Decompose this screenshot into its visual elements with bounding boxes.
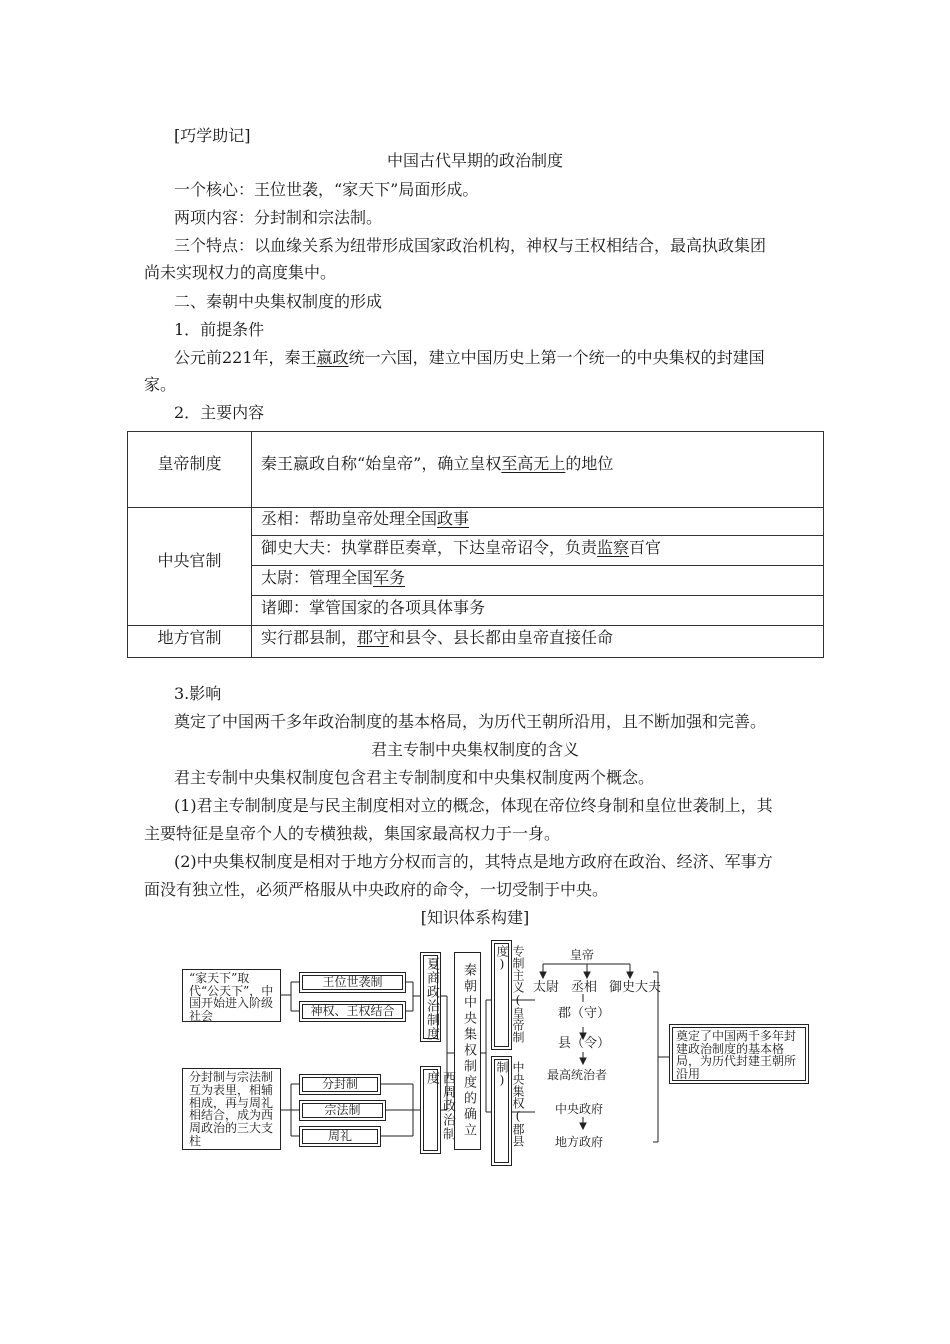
definition-para: 面没有独立性，必须严格服从中央政府的命令，一切受制于中央。: [144, 880, 609, 899]
chengxiang-label: 丞相: [571, 980, 598, 995]
table-divider: [128, 507, 823, 508]
autocracy-box: [491, 940, 525, 1050]
item-label: 宗法制: [324, 1103, 361, 1117]
box-title: 君主专制中央集权制度的含义: [370, 740, 579, 759]
text-span: 和县令、县长都由皇帝直接任命: [389, 628, 614, 647]
emperor-label: 皇帝: [570, 948, 595, 962]
text-span: 公元前221年，秦王: [174, 348, 317, 367]
table-row-head: 中央官制: [157, 551, 222, 570]
knowledge-diagram: [175, 930, 815, 1175]
item-label: 神权、王权结合: [310, 1004, 395, 1018]
item-box: [299, 1100, 386, 1121]
text-span: 百官: [629, 538, 662, 557]
left-bottom-box: [182, 1068, 281, 1150]
impact-text: 奠定了中国两千多年封建政治制度的基本格局，为历代封建王朝所沿用: [676, 1029, 797, 1081]
memo-line-3b: 尚未实现权力的高度集中。: [144, 263, 337, 282]
left-top-text: “家天下”取代“公天下”，中国开始进入阶级社会: [189, 971, 274, 1023]
xian-label: 县（令）: [558, 1036, 611, 1051]
centralization-box: [491, 1056, 525, 1166]
table-row-head: 地方官制: [157, 628, 222, 647]
table-row-head: 皇帝制度: [157, 454, 222, 473]
centralization-label: 中央集权(郡县制): [495, 1061, 525, 1147]
section-2-sub-1: 1．前提条件: [174, 320, 265, 339]
left-top-box: [182, 969, 281, 1022]
taiwei-label: 太尉: [533, 980, 560, 995]
top-ruler-label: 最高统治者: [547, 1068, 608, 1082]
xia-shang-box: [420, 952, 441, 1042]
underlined-term: 嬴政: [316, 348, 349, 367]
underlined-term: 政事: [437, 509, 470, 528]
text-span: 御史大夫：执掌群臣奏章，下达皇帝诏令，负责: [261, 538, 598, 557]
definition-para: 君主专制中央集权制度包含君主专制制度和中央集权制度两个概念。: [174, 768, 655, 787]
local-gov-label: 地方政府: [555, 1135, 604, 1149]
impact-box: [669, 1024, 809, 1084]
table-cell: [261, 538, 661, 558]
jun-label: 郡（守）: [558, 1006, 611, 1021]
section-2-sub-2: 2．主要内容: [174, 403, 265, 422]
western-zhou-box: [420, 1066, 455, 1154]
table-divider: [251, 595, 823, 596]
knowledge-tag: [知识体系构建]: [420, 908, 530, 927]
table-divider: [128, 625, 823, 626]
table-cell: 诸卿：掌管国家的各项具体事务: [261, 598, 486, 617]
table-cell: [261, 454, 613, 474]
text-span: 丞相：帮助皇帝处理全国: [261, 509, 438, 528]
definition-para: 主要特征是皇帝个人的专横独裁，集国家最高权力于一身。: [144, 824, 561, 843]
item-label: 王位世袭制: [322, 975, 383, 989]
section-3-para: 奠定了中国两千多年政治制度的基本格局，为历代王朝所沿用，且不断加强和完善。: [174, 712, 767, 731]
xia-shang-label: 夏商政治制度: [424, 957, 439, 1041]
item-label: 分封制: [321, 1077, 358, 1091]
underlined-term: 军务: [373, 568, 406, 587]
section-3-sub: 3.影响: [174, 684, 222, 703]
central-gov-label: 中央政府: [555, 1102, 604, 1116]
table-divider: [251, 565, 823, 566]
text-span: 统一六国，建立中国历史上第一个统一的中央集权的封建国: [348, 348, 765, 367]
item-box: [299, 1001, 406, 1022]
definition-para: (2)中央集权制度是相对于地方分权而言的，其特点是地方政府在政治、经济、军事方: [174, 852, 773, 871]
table-cell: [261, 568, 405, 588]
underlined-term: 郡守: [357, 628, 390, 647]
yushi-label: 御史大夫: [609, 980, 662, 995]
table-divider: [251, 535, 823, 536]
memo-line-2: 两项内容：分封制和宗法制。: [174, 208, 383, 227]
section-2-para-1a: [174, 348, 765, 368]
content-table: [127, 431, 824, 658]
item-label: 周礼: [327, 1129, 352, 1143]
qin-label: 秦朝中央集权制度的确立: [461, 963, 476, 1139]
item-box: [299, 1074, 381, 1095]
table-divider: [251, 432, 252, 657]
qin-box: [454, 952, 481, 1150]
text-span: 实行郡县制，: [261, 628, 358, 647]
table-cell: [261, 509, 469, 529]
item-box: [299, 972, 406, 993]
table-cell: [261, 628, 613, 648]
text-span: 秦王嬴政自称“始皇帝”，确立皇权: [261, 454, 502, 473]
autocracy-label: 专制主义(皇帝制度): [495, 945, 525, 1043]
left-bottom-text: 分封制与宗法制互为表里，相辅相成，再与周礼相结合，成为西周政治的三大支柱: [189, 1070, 274, 1148]
underlined-term: 至高无上: [501, 454, 566, 473]
definition-para: (1)君主专制制度是与民主制度相对立的概念，体现在帝位终身制和皇位世袭制上，其: [174, 796, 773, 815]
memo-line-1: 一个核心：王位世袭，“家天下”局面形成。: [174, 180, 479, 199]
western-zhou-label: 西周政治制度: [424, 1071, 455, 1141]
memo-line-3a: 三个特点：以血缘关系为纽带形成国家政治机构，神权与王权相结合，最高执政集团: [174, 236, 767, 255]
memo-tag: [巧学助记]: [174, 126, 251, 145]
underlined-term: 监察: [597, 538, 630, 557]
text-span: 的地位: [565, 454, 614, 473]
text-span: 太尉：管理全国: [261, 568, 374, 587]
item-box: [299, 1126, 381, 1147]
section-2-para-1b: 家。: [144, 375, 177, 394]
memo-title: 中国古代早期的政治制度: [386, 151, 563, 170]
section-2-heading: 二、秦朝中央集权制度的形成: [174, 292, 383, 311]
